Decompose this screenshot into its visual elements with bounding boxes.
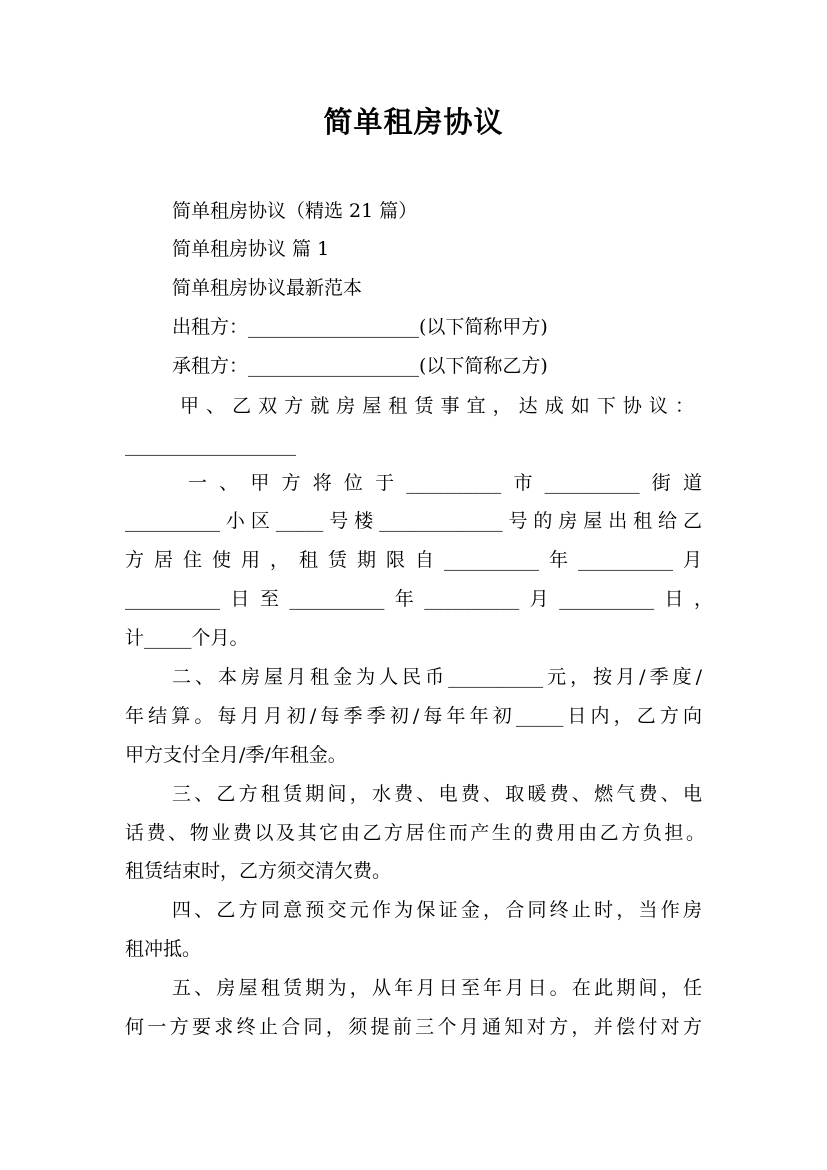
text-line: 租赁结束时，乙方须交清欠费。: [125, 860, 392, 882]
text-line: 二、本房屋月租金为人民币__________元，按月/季度/: [172, 666, 702, 688]
text-line: 四、乙方同意预交元作为保证金，合同终止时，当作房: [172, 899, 702, 921]
text-line: 简单租房协议 篇 1: [172, 238, 330, 260]
text-line: __________小区_____号楼_____________号的房屋出租给乙: [125, 510, 702, 532]
text-line: 甲方支付全月/季/年租金。: [125, 744, 347, 766]
text-line: 方居住使用，租赁期限自__________年__________月: [125, 549, 702, 571]
text-line: 简单租房协议（精选 21 篇）: [172, 200, 418, 222]
text-line: 承租方：__________________(以下简称乙方): [172, 355, 548, 377]
text-line: 年结算。每月月初/每季季初/每年年初_____日内，乙方向: [125, 705, 702, 727]
text-line: 话费、物业费以及其它由乙方居住而产生的费用由乙方负担。: [125, 822, 705, 844]
text-line: 何一方要求终止合同，须提前三个月通知对方，并偿付对方: [125, 1016, 702, 1038]
text-line: 租冲抵。: [125, 938, 202, 960]
text-line: 简单租房协议最新范本: [172, 277, 363, 299]
text-line: __________日至__________年__________月__________日，: [125, 588, 713, 610]
document-title: 简单租房协议: [323, 105, 504, 139]
text-line: 一、甲方将位于__________市__________街道: [188, 472, 702, 494]
text-line: __________________: [125, 434, 296, 456]
text-line: 计_____个月。: [125, 627, 249, 649]
text-line: 五、房屋租赁期为，从年月日至年月日。在此期间，任: [172, 977, 702, 999]
text-line: 三、乙方租赁期间，水费、电费、取暖费、燃气费、电: [172, 783, 702, 805]
text-line: 甲、乙双方就房屋租赁事宜，达成如下协议：: [180, 395, 694, 417]
text-line: 出租方：__________________(以下简称甲方): [172, 316, 548, 338]
